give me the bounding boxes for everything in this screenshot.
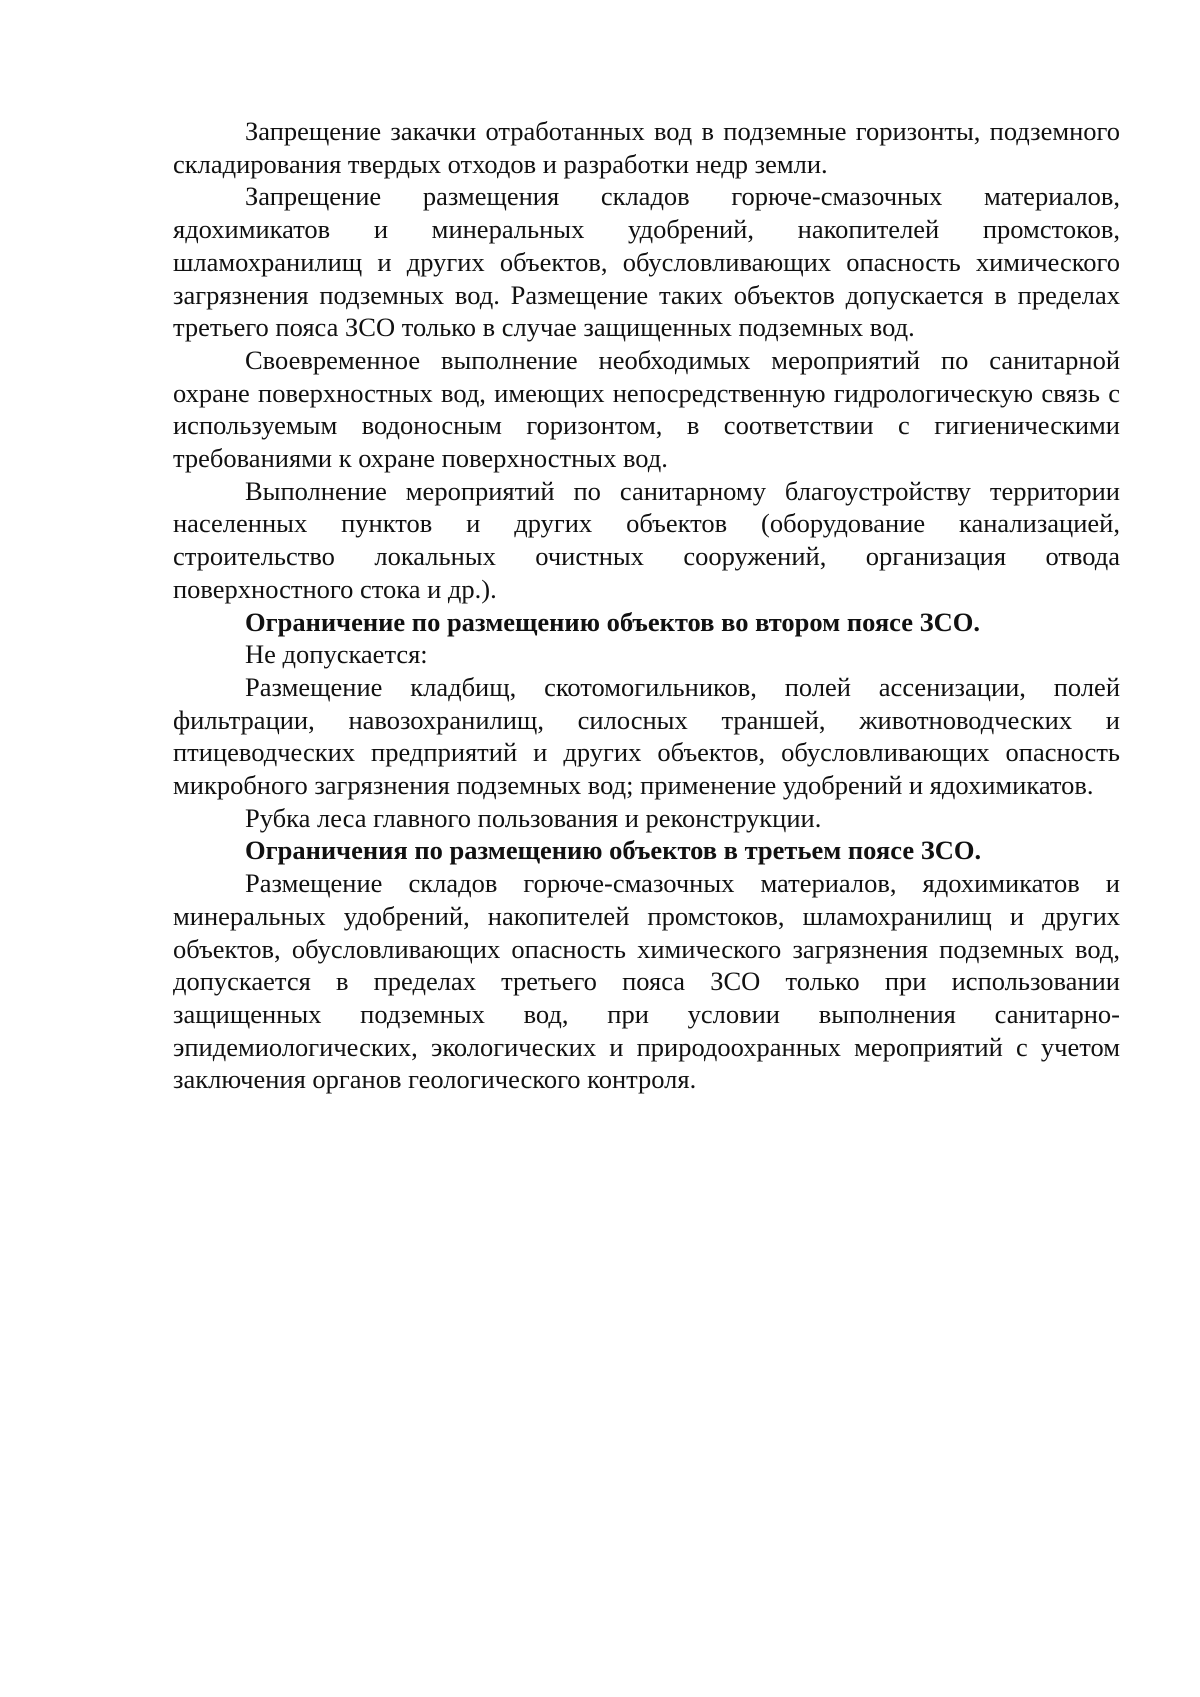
paragraph-logging-ban: Рубка леса главного пользования и реконструкции. (245, 802, 822, 833)
paragraph-not-allowed: Не допускается: (245, 639, 428, 670)
paragraph-surface-water-protection: Своевременное выполнение необходимых мероприятий по санитарной охране поверхностных вод, имеющих непосредственную гидрологическую связь с используемым водоносным горизонтом, в соответствии с гигиеническими требованиями к охране поверхностных вод. (173, 344, 1120, 474)
paragraph-cemetery-ban: Размещение кладбищ, скотомогильников, полей ассенизации, полей фильтрации, навозохранилищ, силосных траншей, животноводческих и птицеводческих предприятий и других объектов, обусловливающих опасность микробного загрязнения подземных вод; применение удобрений и ядохимикатов. (173, 671, 1120, 801)
paragraph-sanitary-improvement: Выполнение мероприятий по санитарному благоустройству территории населенных пунктов и других объектов (оборудование канализацией, строительство локальных очистных сооружений, организация отвода поверхностного стока и др.). (173, 475, 1120, 604)
paragraph-storage-ban: Запрещение размещения складов горюче-смазочных материалов, ядохимикатов и минеральных удобрений, накопителей промстоков, шламохранилищ и других объектов, обусловливающих опасность химического загрязнения подземных вод. Размещение таких объектов допускается в пределах третьего пояса ЗСО только в случае защищенных подземных вод. (173, 181, 1120, 343)
paragraph-injection-ban: Запрещение закачки отработанных вод в подземные горизонты, подземного складирования твердых отходов и разработки недр земли. (173, 116, 1120, 179)
document-page (173, 115, 1120, 1096)
heading-second-zone: Ограничение по размещению объектов во втором поясе ЗСО. (245, 606, 980, 637)
heading-third-zone: Ограничения по размещению объектов в третьем поясе ЗСО. (245, 835, 982, 866)
paragraph-third-zone-placement: Размещение складов горюче-смазочных материалов, ядохимикатов и минеральных удобрений, накопителей промстоков, шламохранилищ и других объектов, обусловливающих опасность химического загрязнения подземных вод, допускается в пределах третьего пояса ЗСО только при использовании защищенных подземных вод, при условии выполнения санитарно-эпидемиологических, экологических и природоохранных мероприятий с учетом заключения органов геологического контроля. (173, 868, 1120, 1095)
